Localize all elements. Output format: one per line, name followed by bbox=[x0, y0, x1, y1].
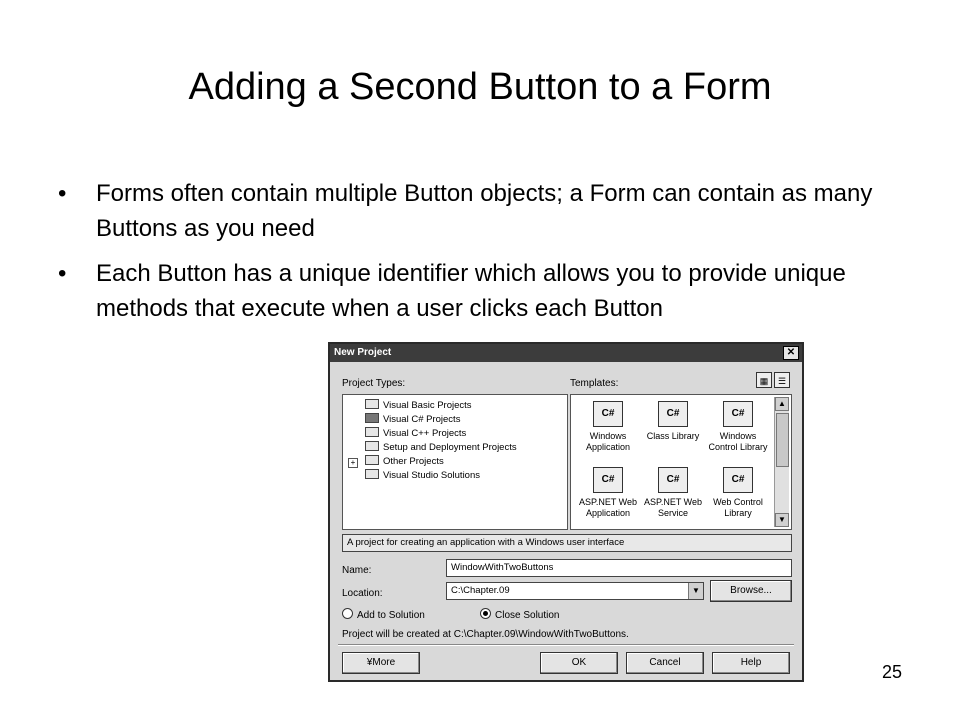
large-icons-view-icon[interactable]: ▦ bbox=[756, 372, 772, 388]
template-aspnet-web-service[interactable] bbox=[638, 467, 708, 519]
template-label: Application bbox=[585, 442, 631, 452]
tree-item-other-projects[interactable] bbox=[365, 455, 444, 469]
project-path-text: Project will be created at C:\Chapter.09\WindowWithTwoButtons. bbox=[342, 629, 629, 640]
separator bbox=[338, 644, 794, 646]
new-project-dialog bbox=[328, 342, 804, 682]
tree-item-label: Setup and Deployment Projects bbox=[383, 442, 517, 453]
tree-item-setup-deployment[interactable] bbox=[365, 441, 517, 455]
bullet-list bbox=[58, 176, 908, 336]
tree-item-label: Visual Studio Solutions bbox=[383, 470, 480, 481]
bullet-text: Forms often contain multiple Button objects; a Form can contain as many Buttons as you need bbox=[96, 180, 873, 242]
template-aspnet-web-application[interactable] bbox=[573, 467, 643, 519]
template-label: Windows bbox=[589, 431, 627, 441]
scroll-up-icon[interactable]: ▲ bbox=[775, 397, 789, 411]
location-field[interactable] bbox=[446, 582, 704, 600]
list-view-icon[interactable]: ☰ bbox=[774, 372, 790, 388]
bullet-dot: • bbox=[58, 260, 67, 287]
bullet-item bbox=[58, 176, 908, 246]
browse-button[interactable]: Browse... bbox=[710, 580, 792, 602]
add-to-solution-radio[interactable] bbox=[342, 608, 425, 621]
templates-label: Templates: bbox=[570, 378, 619, 389]
name-label: Name: bbox=[342, 565, 372, 576]
template-label: Library bbox=[724, 508, 752, 518]
radio-circle bbox=[480, 608, 491, 619]
close-icon[interactable]: ✕ bbox=[783, 346, 799, 360]
template-windows-application[interactable] bbox=[573, 401, 643, 453]
csharp-web-icon: C# bbox=[593, 467, 623, 493]
tree-item-visual-csharp[interactable] bbox=[365, 413, 460, 427]
location-value: C:\Chapter.09 bbox=[451, 585, 510, 596]
folder-icon bbox=[365, 441, 379, 451]
slide-title: Adding a Second Button to a Form bbox=[188, 66, 772, 108]
tree-item-visual-basic[interactable] bbox=[365, 399, 472, 413]
chevron-down-icon[interactable]: ▼ bbox=[688, 583, 703, 599]
name-field[interactable]: WindowWithTwoButtons bbox=[446, 559, 792, 577]
csharp-web-service-icon: C# bbox=[658, 467, 688, 493]
ok-button[interactable]: OK bbox=[540, 652, 618, 674]
tree-item-visual-cpp[interactable] bbox=[365, 427, 466, 441]
more-button[interactable]: ¥More bbox=[342, 652, 420, 674]
bullet-text: Each Button has a unique identifier which allows you to provide unique methods that execute when a user clicks each Button bbox=[96, 260, 846, 322]
close-solution-radio[interactable] bbox=[480, 608, 559, 621]
csharp-control-icon: C# bbox=[723, 401, 753, 427]
csharp-project-icon: C# bbox=[593, 401, 623, 427]
cancel-button[interactable]: Cancel bbox=[626, 652, 704, 674]
folder-icon bbox=[365, 399, 379, 409]
template-web-control-library[interactable] bbox=[703, 467, 773, 519]
templates-list[interactable] bbox=[570, 394, 792, 530]
tree-item-vs-solutions[interactable] bbox=[365, 469, 480, 483]
radio-label: Close Solution bbox=[495, 610, 560, 621]
template-label: Web Control bbox=[713, 497, 763, 507]
project-types-label: Project Types: bbox=[342, 378, 406, 389]
template-label: Windows bbox=[719, 431, 757, 441]
folder-icon bbox=[365, 427, 379, 437]
location-label: Location: bbox=[342, 588, 383, 599]
template-label: Class Library bbox=[646, 431, 700, 441]
dialog-title-bar bbox=[330, 344, 802, 362]
bullet-dot: • bbox=[58, 180, 67, 207]
description-bar: A project for creating an application with a Windows user interface bbox=[342, 534, 792, 552]
page-number: 25 bbox=[882, 662, 903, 682]
folder-icon bbox=[365, 455, 379, 465]
template-label: ASP.NET Web bbox=[643, 497, 703, 507]
dialog-title: New Project bbox=[334, 347, 392, 358]
radio-label: Add to Solution bbox=[357, 610, 425, 621]
templates-scrollbar[interactable] bbox=[774, 397, 789, 527]
radio-circle bbox=[342, 608, 353, 619]
template-label: Application bbox=[585, 508, 631, 518]
help-button[interactable]: Help bbox=[712, 652, 790, 674]
csharp-library-icon: C# bbox=[658, 401, 688, 427]
csharp-web-control-icon: C# bbox=[723, 467, 753, 493]
template-label: Control Library bbox=[708, 442, 768, 452]
bullet-item bbox=[58, 256, 908, 326]
tree-item-label: Visual C++ Projects bbox=[383, 428, 467, 439]
expand-icon[interactable]: + bbox=[348, 458, 358, 468]
tree-item-label: Visual Basic Projects bbox=[383, 400, 472, 411]
template-label: Service bbox=[657, 508, 688, 518]
template-label: ASP.NET Web bbox=[578, 497, 638, 507]
scroll-thumb[interactable] bbox=[776, 413, 789, 467]
project-types-tree[interactable] bbox=[342, 394, 568, 530]
scroll-down-icon[interactable]: ▼ bbox=[775, 513, 789, 527]
tree-item-label: Other Projects bbox=[383, 456, 444, 467]
folder-icon bbox=[365, 413, 379, 423]
template-windows-control-library[interactable] bbox=[703, 401, 773, 453]
folder-icon bbox=[365, 469, 379, 479]
template-class-library[interactable] bbox=[638, 401, 708, 442]
tree-item-label: Visual C# Projects bbox=[383, 414, 461, 425]
